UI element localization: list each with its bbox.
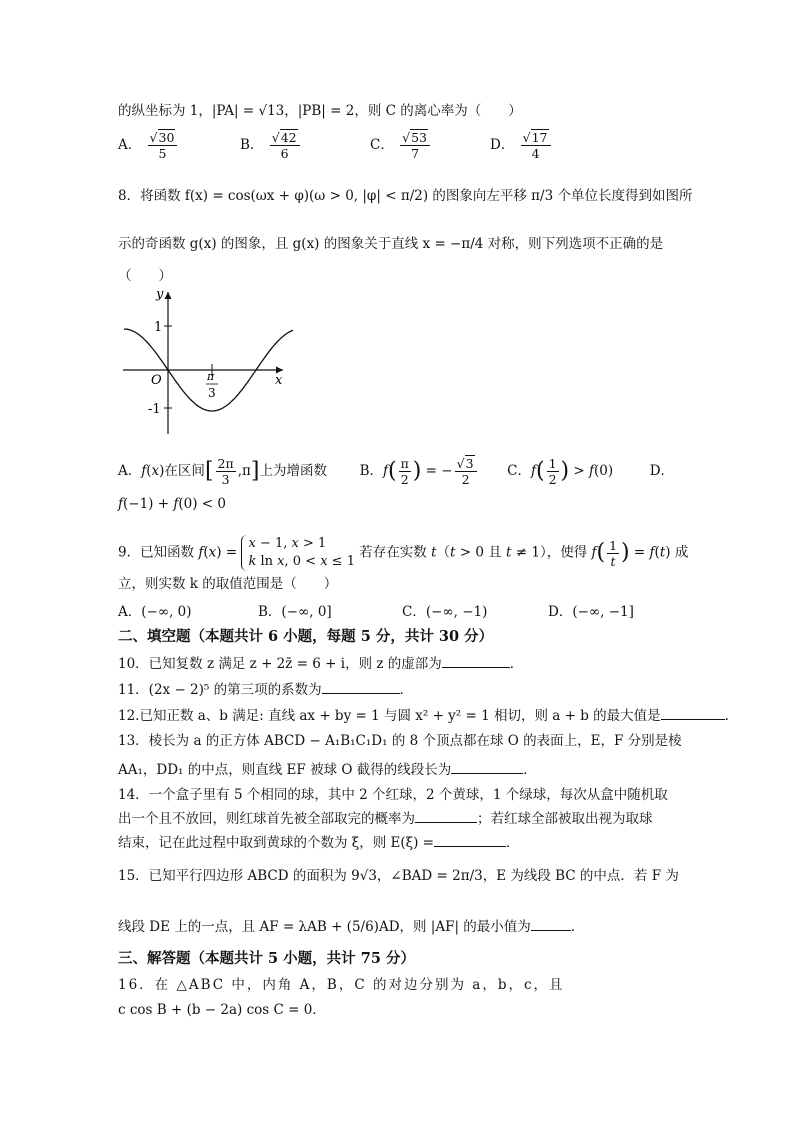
option-a: A．(−∞, 0) xyxy=(118,604,192,620)
svg-text:π: π xyxy=(207,370,215,383)
y-label: y xyxy=(156,287,164,302)
cosine-graph xyxy=(118,284,293,439)
option-c: C．(−∞, −1) xyxy=(402,604,488,620)
question-14-line-3: 结束，记在此过程中取到黄球的个数为 ξ，则 E(ξ) = ． xyxy=(118,832,676,853)
option-d: D．(−∞, −1] xyxy=(548,604,634,620)
question-9-options xyxy=(118,600,678,620)
question-8-option-d: f(−1) + f(0) < 0 xyxy=(118,496,226,512)
option-d: D． $\frac{√17}{4}$ xyxy=(490,130,553,161)
question-7-stem: 的纵坐标为 1，|PA| = √13，|PB| = 2，则 C 的离心率为（ ） xyxy=(118,103,522,119)
question-7-options xyxy=(118,130,678,170)
question-15-line-1: 15．已知平行四边形 ABCD 的面积为 9√3，∠BAD = 2π/3，E 为线段 BC 的中点．若 F 为 xyxy=(118,868,679,884)
question-14-line-2: 出一个且不放回，则红球首先被全部取完的概率为 ；若红球全部被取出视为取球 xyxy=(118,808,676,829)
question-16-line-1: 16．在 △ABC 中，内角 A，B，C 的对边分别为 a，b，c，且 xyxy=(118,977,565,993)
tick-label-pi-over-3: π/3 xyxy=(118,284,120,285)
option-b: B．(−∞, 0] xyxy=(258,604,332,620)
question-12: 12.已知正数 a、b 满足: 直线 ax + by = 1 与圆 x² + y² = 1 相切，则 a + b 的最大值是 . xyxy=(118,705,676,726)
tick-label-minus-1: -1 xyxy=(148,402,161,417)
question-9-line-2: 立，则实数 k 的取值范围是（ ） xyxy=(118,576,338,592)
origin-label: O xyxy=(151,373,162,388)
option-a: A．f(x)在区间[ $\frac{2\pi}{3}$ ,π]上为增函数 xyxy=(118,456,332,487)
option-c: C． $\frac{√53}{7}$ xyxy=(370,130,432,161)
svg-text:3: 3 xyxy=(208,386,216,400)
question-13-line-2: AA₁，DD₁ 的中点，则直线 EF 被球 O 截得的线段长为 ． xyxy=(118,759,676,780)
x-label: x xyxy=(275,373,283,388)
question-15-line-2: 线段 DE 上的一点，且 AF = λAB + (5/6)AD，则 |AF| 的最小值为 ． xyxy=(118,916,676,937)
question-8-line-3: （ ） xyxy=(118,268,172,284)
question-8-line-1: 8．将函数 f(x) = cos(ωx + φ)(ω > 0, |φ| < π/2) 的图象向左平移 π/3 个单位长度得到如图所 xyxy=(118,188,693,204)
question-11: 11．(2x − 2)⁵ 的第三项的系数为 ． xyxy=(118,679,676,700)
question-16-line-2: c cos B + (b − 2a) cos C = 0． xyxy=(118,1002,326,1018)
section-2-heading: 二、填空题（本题共计 6 小题，每题 5 分，共计 30 分） xyxy=(118,628,494,645)
tick-label-1: 1 xyxy=(154,320,163,335)
question-8-line-2: 示的奇函数 g(x) 的图象，且 g(x) 的图象关于直线 x = −π/4 对称，则下列选项不正确的是 xyxy=(118,236,664,252)
option-b: B．f( $\frac{\pi}{2}$ ) = − $\frac{√3}{2}$ xyxy=(360,463,483,479)
question-8-options-row: A．f(x)在区间[ $\frac{2\pi}{3}$ ,π]上为增函数 B．f( $\frac{\pi}{2}$ ) = − $\frac{√3}{2}$ C．f( $\frac{1}{2}$ ) > f(0) D． xyxy=(118,456,675,487)
option-b: B． $\frac{√42}{6}$ xyxy=(240,130,302,161)
question-13-line-1: 13．棱长为 a 的正方体 ABCD − A₁B₁C₁D₁ 的 8 个顶点都在球 O 的表面上，E，F 分别是棱 xyxy=(118,733,682,749)
section-3-heading: 三、解答题（本题共计 5 小题，共计 75 分） xyxy=(118,950,415,967)
option-a: A． $\frac{√30}{5}$ xyxy=(118,130,179,161)
question-14-line-1: 14．一个盒子里有 5 个相同的球，其中 2 个红球，2 个黄球，1 个绿球，每次从盒中随机取 xyxy=(118,787,668,803)
option-c: C．f( $\frac{1}{2}$ ) > f(0) xyxy=(507,456,618,487)
question-9-line-1: 9．已知函数 f(x) = x − 1, x > 1 k ln x, 0 < x ≤ 1 若存在实数 t（t > 0 且 t ≠ 1），使得 f( $\frac{1}{t}$ ) = f(t) 成 xyxy=(118,536,689,569)
question-10: 10．已知复数 z 满足 z + 2z̄ = 6 + i，则 z 的虚部为 ． xyxy=(118,653,676,674)
